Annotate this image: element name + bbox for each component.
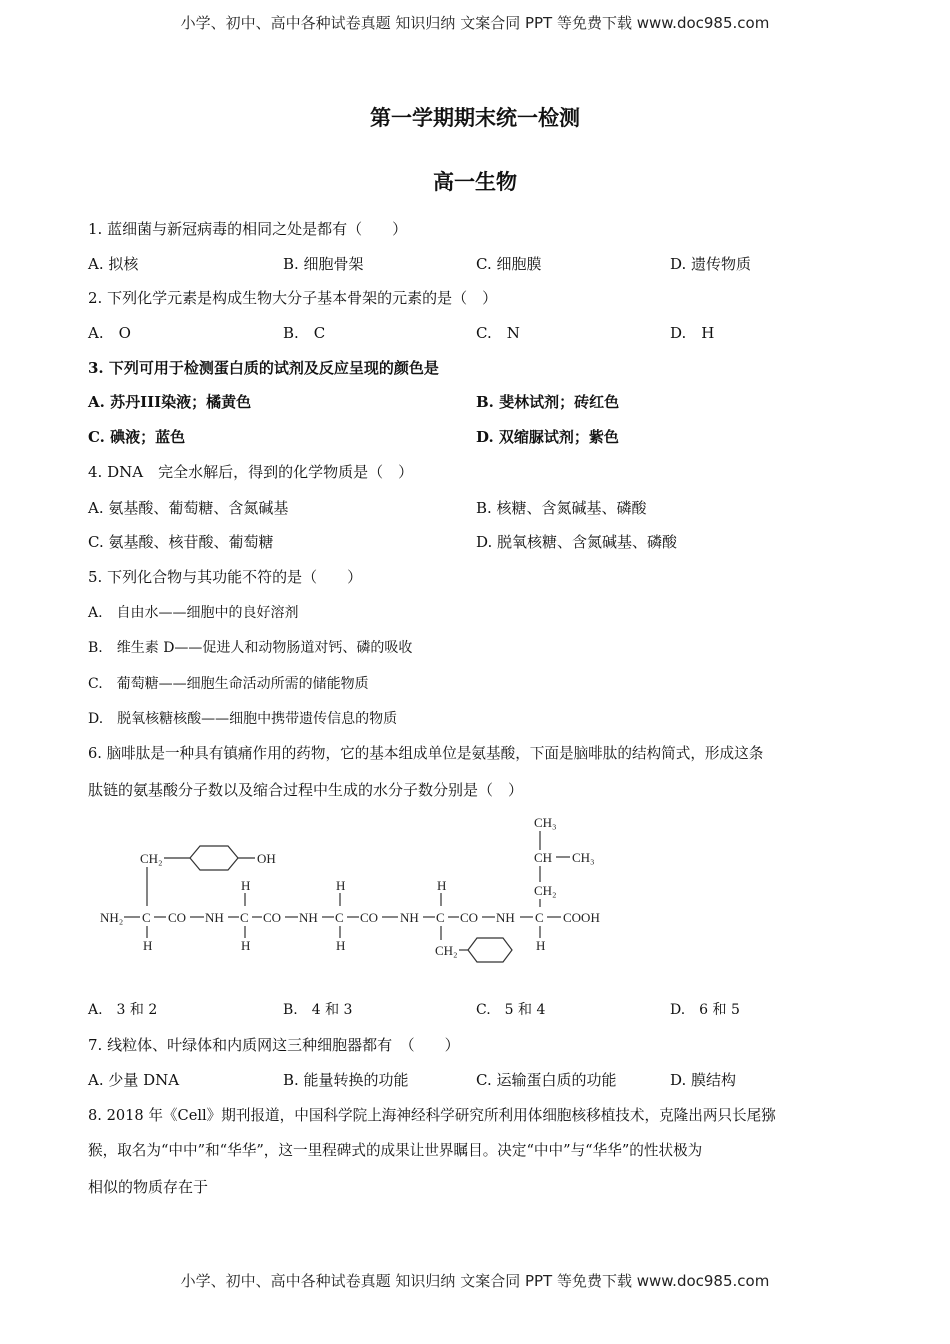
q6-option-d: D. 6 和 5 <box>670 1002 740 1018</box>
doc-subtitle: 高一生物 <box>433 169 517 194</box>
fig-ch: CH <box>534 850 553 865</box>
q6-option-c: C. 5 和 4 <box>476 1002 546 1018</box>
page-footer: 小学、初中、高中各种试卷真题 知识归纳 文案合同 PPT 等免费下载 www.doc985.com <box>180 1272 770 1290</box>
q5-option-c: C. 葡萄糖——细胞生命活动所需的储能物质 <box>88 676 369 692</box>
fig-co1: CO <box>168 910 187 925</box>
q7-option-d: D. 膜结构 <box>670 1071 737 1089</box>
q2-option-c: C. N <box>476 324 520 342</box>
fig-co4: CO <box>460 910 479 925</box>
question-3: 3. 下列可用于检测蛋白质的试剂及反应呈现的颜色是 <box>88 359 439 377</box>
q7-option-a: A. 少量 DNA <box>88 1071 180 1089</box>
fig-h: H <box>241 938 251 953</box>
q3-option-c: C. 碘液；蓝色 <box>88 428 186 446</box>
question-5: 5. 下列化合物与其功能不符的是（ ） <box>88 568 363 586</box>
benzene-ring-icon <box>190 846 238 870</box>
question-8-line-2: 猴，取名为“中中”和“华华”，这一里程碑式的成果让世界瞩目。决定“中中”与“华华”的性状极为 <box>88 1142 703 1159</box>
fig-nh3: NH <box>400 910 419 925</box>
fig-c2: C <box>240 910 249 925</box>
fig-c3: C <box>335 910 344 925</box>
fig-c4: C <box>436 910 445 925</box>
fig-ch2: CH₂ <box>140 851 163 866</box>
q3-option-a: A. 苏丹III染液；橘黄色 <box>88 393 252 411</box>
q4-option-a: A. 氨基酸、葡萄糖、含氮碱基 <box>88 499 289 517</box>
q3-option-b: B. 斐林试剂；砖红色 <box>476 393 620 411</box>
q1-option-b: B. 细胞骨架 <box>283 255 364 273</box>
question-2: 2. 下列化学元素是构成生物大分子基本骨架的元素的是（ ） <box>88 289 498 307</box>
fig-nh1: NH <box>205 910 224 925</box>
fig-ch3: CH₃ <box>534 815 557 830</box>
q2-option-b: B. C <box>283 324 326 342</box>
question-6-line-1: 6. 脑啡肽是一种具有镇痛作用的药物，它的基本组成单位是氨基酸，下面是脑啡肽的结构简式，形成这条 <box>88 745 764 762</box>
question-4: 4. DNA 完全水解后，得到的化学物质是（ ） <box>88 463 414 481</box>
fig-nh2-link: NH <box>299 910 318 925</box>
fig-ch3: CH₃ <box>572 850 595 865</box>
question-7: 7. 线粒体、叶绿体和内质网这三种细胞器都有 （ ） <box>88 1036 460 1054</box>
fig-oh: OH <box>257 851 276 866</box>
q4-option-c: C. 氨基酸、核苷酸、葡萄糖 <box>88 533 274 551</box>
fig-ch2: CH₂ <box>435 943 458 958</box>
fig-h: H <box>336 878 346 893</box>
q2-option-d: D. H <box>670 324 715 342</box>
q6-option-b: B. 4 和 3 <box>283 1002 353 1018</box>
q6-option-a: A. 3 和 2 <box>88 1002 158 1018</box>
question-8-line-3: 相似的物质存在于 <box>88 1178 209 1196</box>
q2-option-a: A. O <box>88 324 131 342</box>
q3-option-d: D. 双缩脲试剂；紫色 <box>476 428 619 446</box>
fig-h: H <box>437 878 447 893</box>
benzene-ring-icon <box>468 938 512 962</box>
question-1: 1. 蓝细菌与新冠病毒的相同之处是都有（ ） <box>88 220 408 238</box>
page-header: 小学、初中、高中各种试卷真题 知识归纳 文案合同 PPT 等免费下载 www.doc985.com <box>180 14 770 32</box>
fig-ch2: CH₂ <box>534 883 557 898</box>
fig-h: H <box>143 938 153 953</box>
q5-option-b: B. 维生素 D——促进人和动物肠道对钙、磷的吸收 <box>88 640 413 656</box>
q4-option-d: D. 脱氧核糖、含氮碱基、磷酸 <box>476 533 678 551</box>
fig-nh2: NH₂ <box>100 910 124 925</box>
q7-option-b: B. 能量转换的功能 <box>283 1071 409 1089</box>
question-8-line-1: 8. 2018 年《Cell》期刊报道，中国科学院上海神经科学研究所利用体细胞核移植技术，克隆出两只长尾猕 <box>88 1107 776 1124</box>
q1-option-d: D. 遗传物质 <box>670 255 752 273</box>
q1-option-a: A. 拟核 <box>88 255 139 273</box>
q7-option-c: C. 运输蛋白质的功能 <box>476 1071 617 1089</box>
fig-c5: C <box>535 910 544 925</box>
fig-co3: CO <box>360 910 379 925</box>
question-6-line-2: 肽链的氨基酸分子数以及缩合过程中生成的水分子数分别是（ ） <box>88 781 524 799</box>
q5-option-d: D. 脱氧核糖核酸——细胞中携带遗传信息的物质 <box>88 711 398 727</box>
fig-nh4: NH <box>496 910 515 925</box>
q4-option-b: B. 核糖、含氮碱基、磷酸 <box>476 499 647 517</box>
fig-h: H <box>536 938 546 953</box>
fig-h: H <box>241 878 251 893</box>
fig-co2: CO <box>263 910 282 925</box>
enkephalin-structure-figure <box>0 800 950 980</box>
fig-h: H <box>336 938 346 953</box>
fig-c1: C <box>142 910 151 925</box>
fig-cooh: COOH <box>563 910 600 925</box>
doc-title: 第一学期期末统一检测 <box>370 105 580 130</box>
q1-option-c: C. 细胞膜 <box>476 255 542 273</box>
q5-option-a: A. 自由水——细胞中的良好溶剂 <box>88 605 299 621</box>
